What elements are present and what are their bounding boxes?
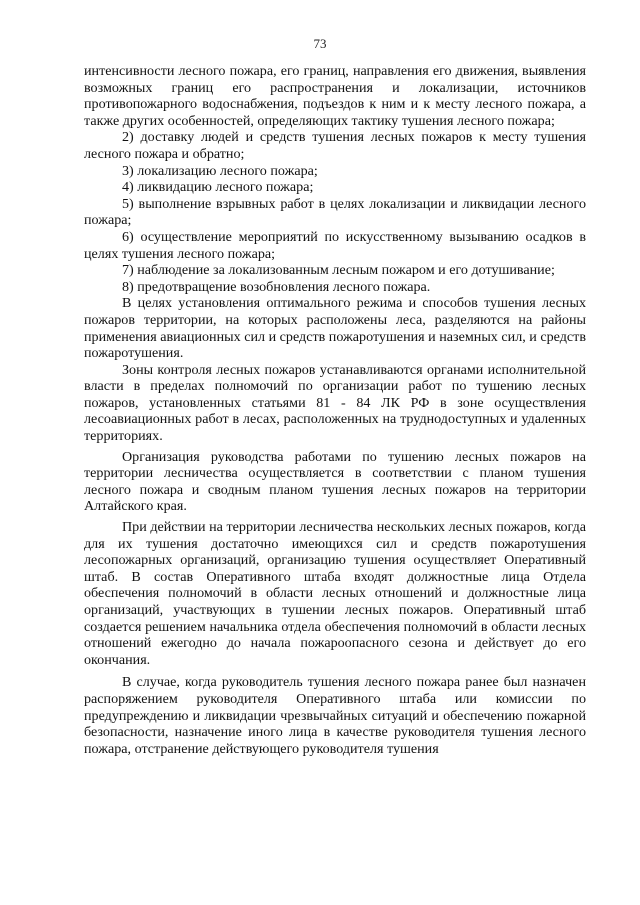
list-item-6: 6) осуществление мероприятий по искусственному вызыванию осадков в целях тушения лесного пожара; (84, 228, 586, 262)
paragraph-fire-manager: В случае, когда руководитель тушения лесного пожара ранее был назначен распоряжением руководителя Оперативного штаба или комиссии по предупреждению и ликвидации чрезвычайных ситуаций и обеспечению пожарной безопасности, назначение иного лица в качестве руководителя тушения лесного пожара, отстранение действующего руководителя тушения (84, 674, 586, 757)
list-item-3: 3) локализацию лесного пожара; (122, 162, 318, 179)
paragraph-organization: Организация руководства работами по тушению лесных пожаров на территории лесничества осуществляется в соответствии с планом тушения лесного пожара и сводным планом тушения лесных пожаров на территории Алтайского края. (84, 448, 586, 515)
list-item-2: 2) доставку людей и средств тушения лесных пожаров к месту тушения лесного пожара и обратно; (84, 129, 586, 162)
paragraph-control-zones: Зоны контроля лесных пожаров устанавливаются органами исполнительной власти в пределах полномочий по организации работ по тушению лесных пожаров, установленных статьями 81 - 84 ЛК РФ в зоне осуществления лесоавиационных работ в лесах, расположенных на труднодоступных и удаленных территориях. (84, 361, 586, 445)
paragraph-operational-headquarters: При действии на территории лесничества нескольких лесных пожаров, когда для их тушения достаточно имеющихся сил и средств пожаротушения лесопожарных организаций, организацию тушения осуществляет Оперативный штаб. В состав Оперативного штаба входят должностные лица Отдела обеспечения полномочий в области лесных отношений и должностные лица организаций, участвующих в тушении лесных пожаров. Оперативный штаб создается решением начальника отдела обеспечения полномочий в области лесных отношений ежегодно до начала пожароопасного сезона и действует до его окончания. (84, 519, 586, 668)
list-item-8: 8) предотвращение возобновления лесного пожара. (122, 278, 431, 295)
list-item-4: 4) ликвидацию лесного пожара; (122, 179, 314, 196)
paragraph-fire-zones: В целях установления оптимального режима и способов тушения лесных пожаров территории, на которых расположены леса, разделяются на районы применения авиационных сил и средств пожаротушения и наземных сил, и средств пожаротушения. (84, 295, 586, 362)
document-body (84, 63, 586, 757)
page-number: 73 (313, 36, 327, 51)
paragraph-continuation: интенсивности лесного пожара, его границ, направления его движения, выявления возможных границ его распространения и локализации, источников противопожарного водоснабжения, подъездов к ним и к месту лесного пожара, а также других особенностей, определяющих тактику тушения лесного пожара; (84, 63, 586, 129)
list-item-5: 5) выполнение взрывных работ в целях локализации и ликвидации лесного пожара; (84, 195, 586, 229)
list-item-7: 7) наблюдение за локализованным лесным пожаром и его дотушивание; (122, 262, 555, 279)
